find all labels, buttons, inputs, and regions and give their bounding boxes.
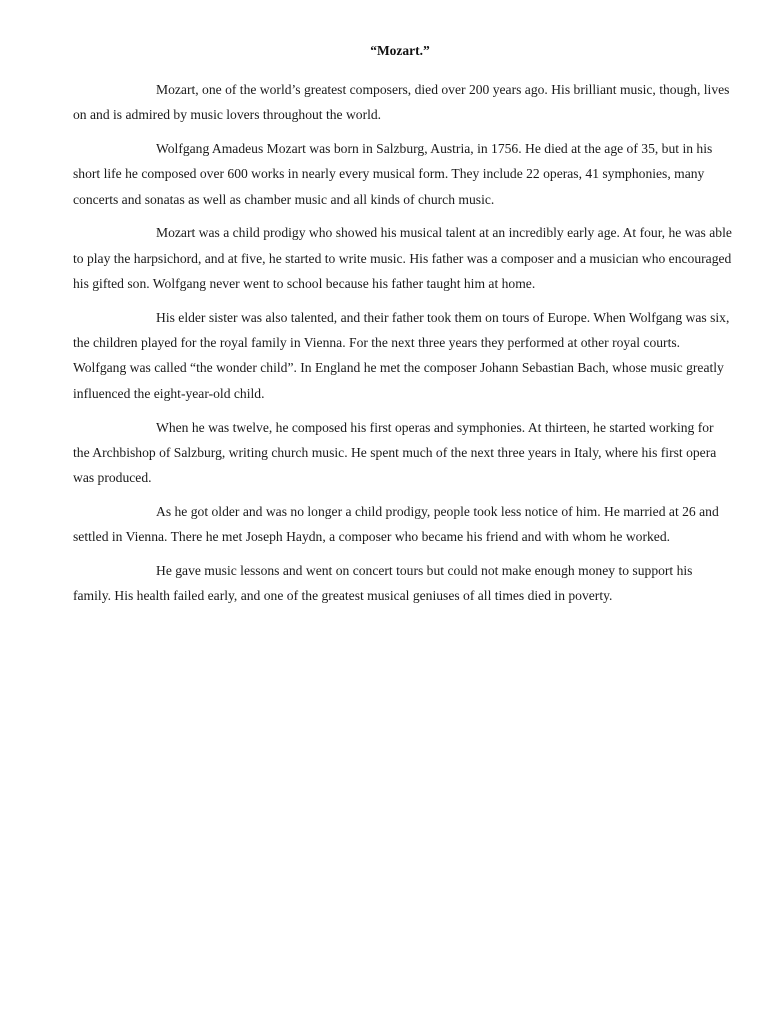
paragraph-1: Mozart, one of the world’s greatest composers, died over 200 years ago. His brilliant music, though, lives on and is admired by music lovers throughout the world.	[73, 82, 730, 123]
paragraph-5: When he was twelve, he composed his first operas and symphonies. At thirteen, he started working for the Archbishop of Salzburg, writing church music. He spent much of the next three years in Italy, where his first opera was produced.	[73, 419, 717, 486]
paragraph-3: Mozart was a child prodigy who showed his musical talent at an incredibly early age. At four, he was able to play the harpsichord, and at five, he started to write music. His father was a composer and a musician who encouraged his gifted son. Wolfgang never went to school because his father taught him at home.	[73, 225, 732, 292]
paragraph-7: He gave music lessons and went on concert tours but could not make enough money to support his family. His health failed early, and one of the greatest musical geniuses of all times died in poverty.	[73, 563, 693, 604]
document-body	[73, 77, 733, 617]
paragraph-6: As he got older and was no longer a child prodigy, people took less notice of him. He married at 26 and settled in Vienna. There he met Joseph Haydn, a composer who became his friend and with whom he worked.	[73, 503, 719, 545]
document-title: “Mozart.”	[370, 43, 430, 58]
paragraph-2: Wolfgang Amadeus Mozart was born in Salzburg, Austria, in 1756. He died at the age of 35, but in his short life he composed over 600 works in nearly every musical form. They include 22 operas, 41 symphonies, many concerts and sonatas as well as chamber music and all kinds of church music.	[73, 141, 713, 207]
paragraph-4: His elder sister was also talented, and their father took them on tours of Europe. When Wolfgang was six, the children played for the royal family in Vienna. For the next three years they performed at other royal courts. Wolfgang was called “the wonder child”. In England he met the composer Johann Sebastian Bach, whose music greatly influenced the eight-year-old child.	[73, 309, 730, 401]
